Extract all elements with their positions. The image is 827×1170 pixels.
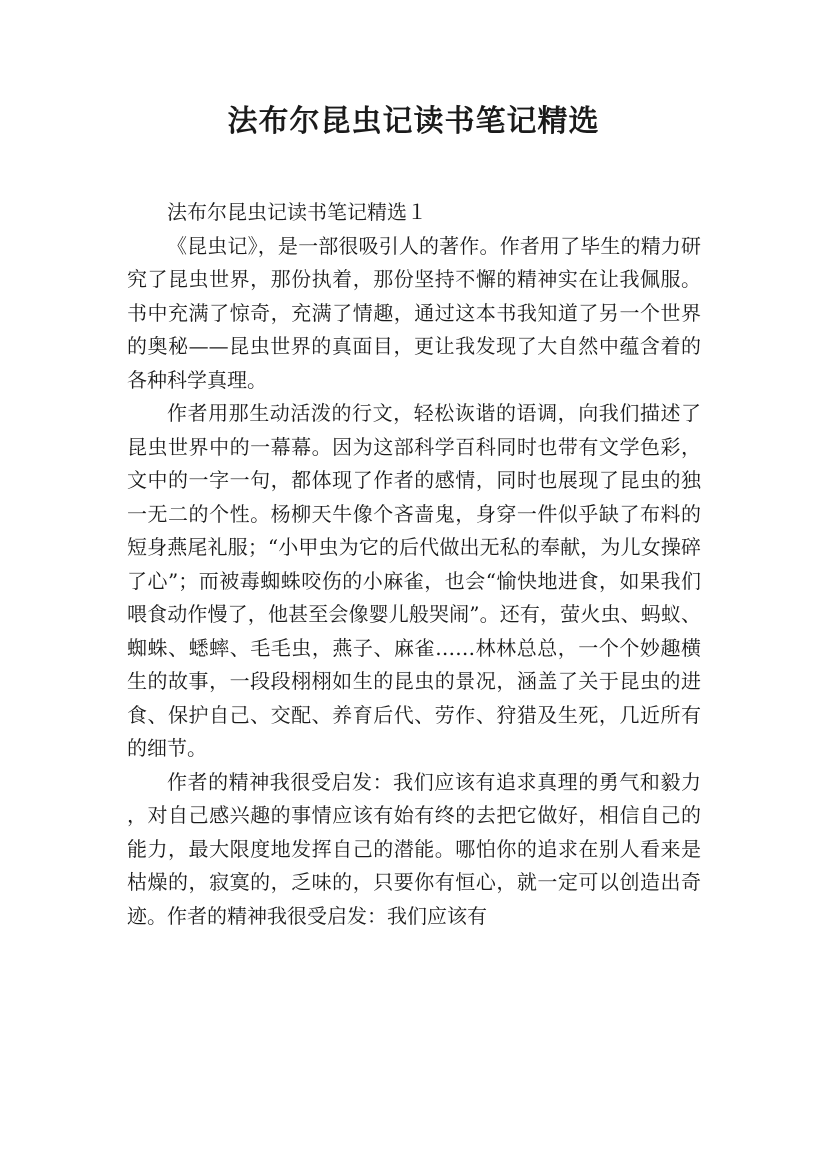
paragraph: 作者的精神我很受启发：我们应该有追求真理的勇气和毅力，对自己感兴趣的事情应该有始有终的去把它做好，相信自己的能力，最大限度地发挥自己的潜能。哪怕你的追求在别人看来是枯燥的，寂寞的，乏味的，只要你有恒心，就一定可以创造出奇迹。作者的精神我很受启发：我们应该有: [127, 769, 701, 928]
document-title: 法布尔昆虫记读书笔记精选: [227, 104, 600, 139]
paragraph: 作者用那生动活泼的行文，轻松诙谐的语调，向我们描述了昆虫世界中的一幕幕。因为这部科学百科同时也带有文学色彩，文中的一字一句，都体现了作者的感情，同时也展现了昆虫的独一无二的个性。杨柳天牛像个吝啬鬼，身穿一件似乎缺了布料的短身燕尾礼服；“小甲虫为它的后代做出无私的奉献，为儿女操碎了心”；而被毒蜘蛛咬伤的小麻雀，也会“愉快地进食，如果我们喂食动作慢了，他甚至会像婴儿般哭闹”。还有，萤火虫、蚂蚁、蜘蛛、蟋蟀、毛毛虫，燕子、麻雀……林林总总，一个个妙趣横生的故事，一段段栩栩如生的昆虫的景况，涵盖了关于昆虫的进食、保护自己、交配、养育后代、劳作、狩猎及生死，几近所有的细节。: [127, 401, 701, 760]
document-body: [127, 196, 701, 933]
paragraph: 《昆虫记》，是一部很吸引人的著作。作者用了毕生的精力研究了昆虫世界，那份执着，那份坚持不懈的精神实在让我佩服。书中充满了惊奇，充满了情趣，通过这本书我知道了另一个世界的奥秘——昆虫世界的真面目，更让我发现了大自然中蕴含着的各种科学真理。: [127, 233, 701, 392]
section-subtitle: 法布尔昆虫记读书笔记精选１: [167, 200, 427, 224]
